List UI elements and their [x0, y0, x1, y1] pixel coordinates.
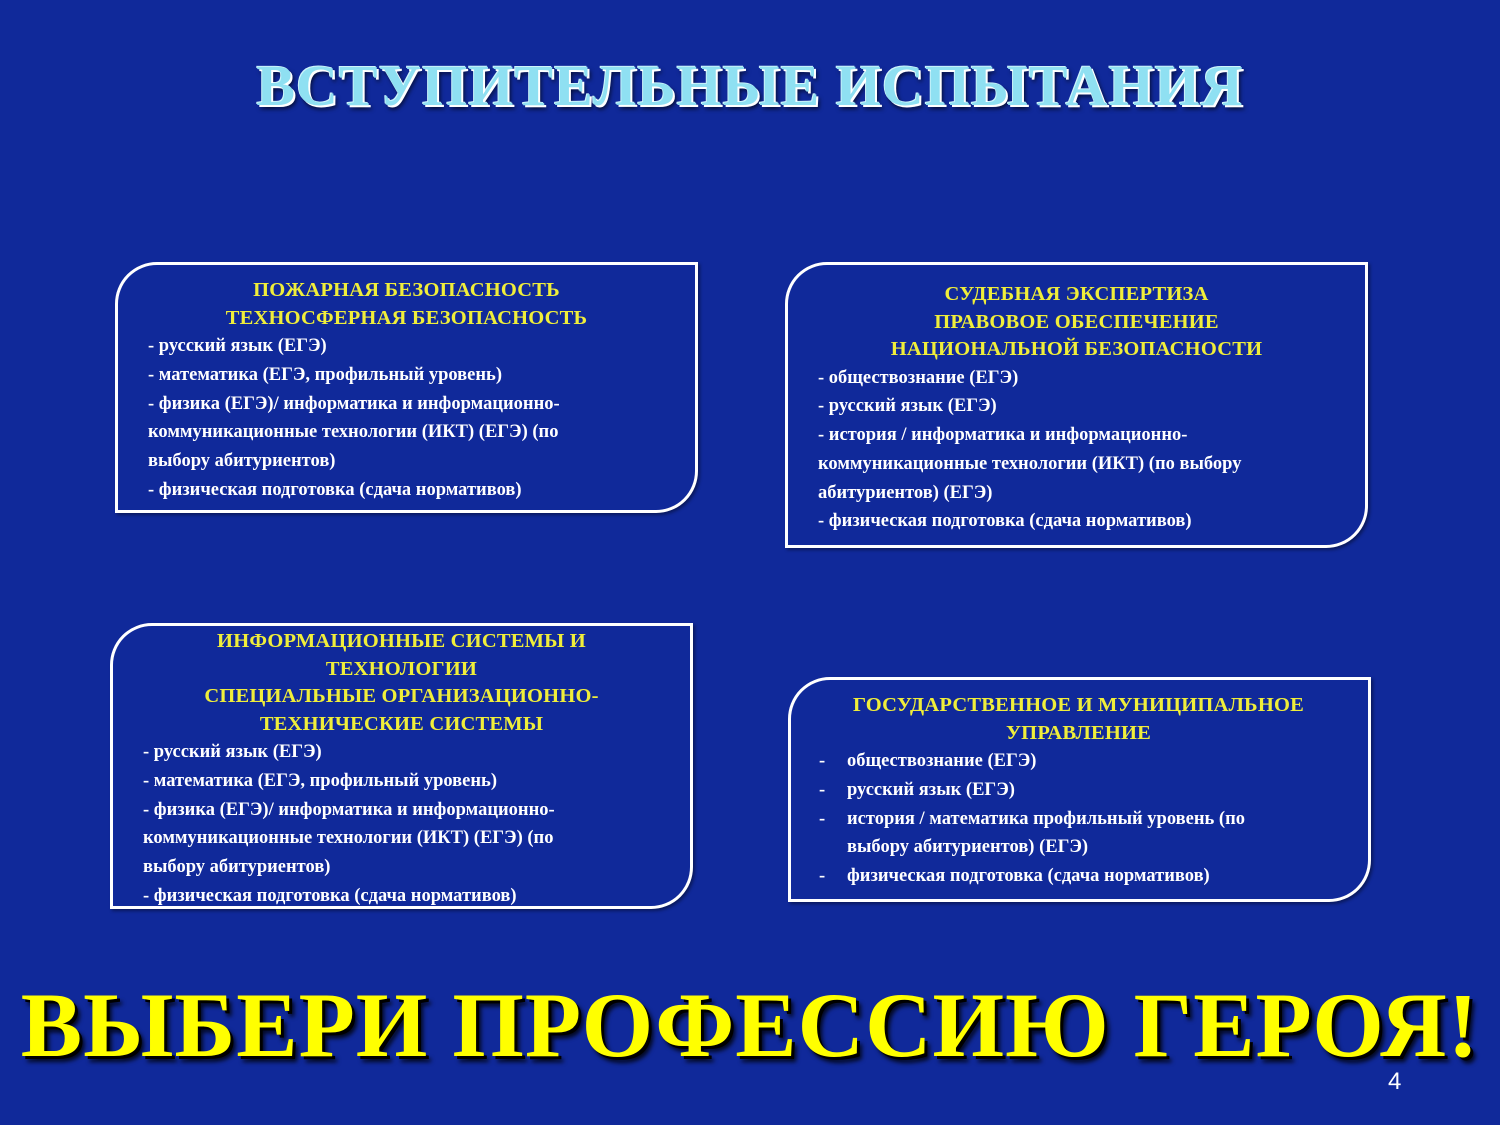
card-heading-line: СУДЕБНАЯ ЭКСПЕРТИЗА	[944, 283, 1209, 305]
exam-item: - русский язык (ЕГЭ)	[818, 396, 997, 417]
exam-item	[819, 805, 1338, 834]
bullet-dash: -	[819, 866, 826, 887]
card-heading-line: ГОСУДАРСТВЕННОЕ И МУНИЦИПАЛЬНОЕ	[853, 694, 1304, 716]
exam-item	[819, 862, 1338, 891]
card-heading	[148, 277, 665, 332]
exam-item: - математика (ЕГЭ, профильный уровень)	[148, 364, 502, 385]
exam-item	[819, 747, 1338, 776]
card-heading-line: НАЦИОНАЛЬНОЙ БЕЗОПАСНОСТИ	[890, 338, 1263, 360]
exam-item: - история / информатика и информационно-	[818, 425, 1188, 446]
exam-item-text: история / математика профильный уровень (по	[847, 808, 1245, 829]
exam-list	[148, 332, 665, 505]
exam-item-text: физическая подготовка (сдача нормативов)	[847, 866, 1210, 887]
exam-item: - физика (ЕГЭ)/ информатика и информационно-	[148, 393, 560, 414]
exam-item: - физическая подготовка (сдача нормативов)	[148, 479, 522, 500]
exam-item	[819, 776, 1338, 805]
exam-list	[819, 747, 1338, 891]
exam-card-forensic-expertise	[785, 262, 1368, 548]
exam-item: - обществознание (ЕГЭ)	[818, 367, 1019, 388]
slide-title: ВСТУПИТЕЛЬНЫЕ ИСПЫТАНИЯ	[256, 53, 1244, 118]
exam-item: абитуриентов) (ЕГЭ)	[818, 482, 993, 503]
exam-item: - физика (ЕГЭ)/ информатика и информационно-	[143, 799, 555, 820]
card-heading-line: УПРАВЛЕНИЕ	[1005, 721, 1152, 744]
exam-item: - физическая подготовка (сдача нормативов)	[143, 885, 517, 906]
exam-item-text: выбору абитуриентов) (ЕГЭ)	[847, 837, 1089, 858]
exam-list	[143, 738, 660, 911]
card-heading-line: ТЕХНИЧЕСКИЕ СИСТЕМЫ	[259, 712, 544, 735]
exam-item-text: русский язык (ЕГЭ)	[847, 779, 1015, 800]
page-number: 4	[1388, 1068, 1402, 1095]
bullet-dash	[819, 833, 847, 862]
exam-item-text: обществознание (ЕГЭ)	[847, 751, 1037, 771]
card-heading-line: ИНФОРМАЦИОННЫЕ СИСТЕМЫ И	[217, 630, 586, 652]
bullet-dash: -	[819, 751, 826, 771]
exam-item: коммуникационные технологии (ИКТ) (ЕГЭ) (по	[148, 422, 559, 443]
card-heading	[819, 692, 1338, 747]
card-heading-line: ПОЖАРНАЯ БЕЗОПАСНОСТЬ	[253, 279, 560, 301]
exam-list	[818, 364, 1335, 537]
card-heading-line: ПРАВОВОЕ ОБЕСПЕЧЕНИЕ	[934, 310, 1219, 333]
exam-item: коммуникационные технологии (ИКТ) (ЕГЭ) (по	[143, 828, 554, 849]
card-heading-line: СПЕЦИАЛЬНЫЕ ОРГАНИЗАЦИОННО-	[204, 685, 599, 707]
exam-item: - русский язык (ЕГЭ)	[148, 336, 327, 356]
exam-card-fire-safety	[115, 262, 698, 513]
exam-item: - русский язык (ЕГЭ)	[143, 742, 322, 762]
exam-card-public-administration	[788, 677, 1371, 902]
exam-item: выбору абитуриентов)	[148, 451, 336, 472]
slogan: ВЫБЕРИ ПРОФЕССИЮ ГЕРОЯ!	[20, 974, 1480, 1076]
card-heading-line: ТЕХНОСФЕРНАЯ БЕЗОПАСНОСТЬ	[225, 306, 588, 329]
bullet-dash: -	[819, 808, 826, 829]
exam-item: - математика (ЕГЭ, профильный уровень)	[143, 770, 497, 791]
exam-item: - физическая подготовка (сдача нормативов)	[818, 511, 1192, 532]
bullet-dash: -	[819, 779, 826, 800]
exam-item	[819, 833, 1338, 862]
card-heading	[818, 281, 1335, 364]
exam-item: выбору абитуриентов)	[143, 857, 331, 878]
exam-card-information-systems	[110, 623, 693, 909]
card-heading-line: ТЕХНОЛОГИИ	[325, 657, 478, 680]
exam-item: коммуникационные технологии (ИКТ) (по выбору	[818, 453, 1242, 474]
card-heading	[143, 628, 660, 738]
